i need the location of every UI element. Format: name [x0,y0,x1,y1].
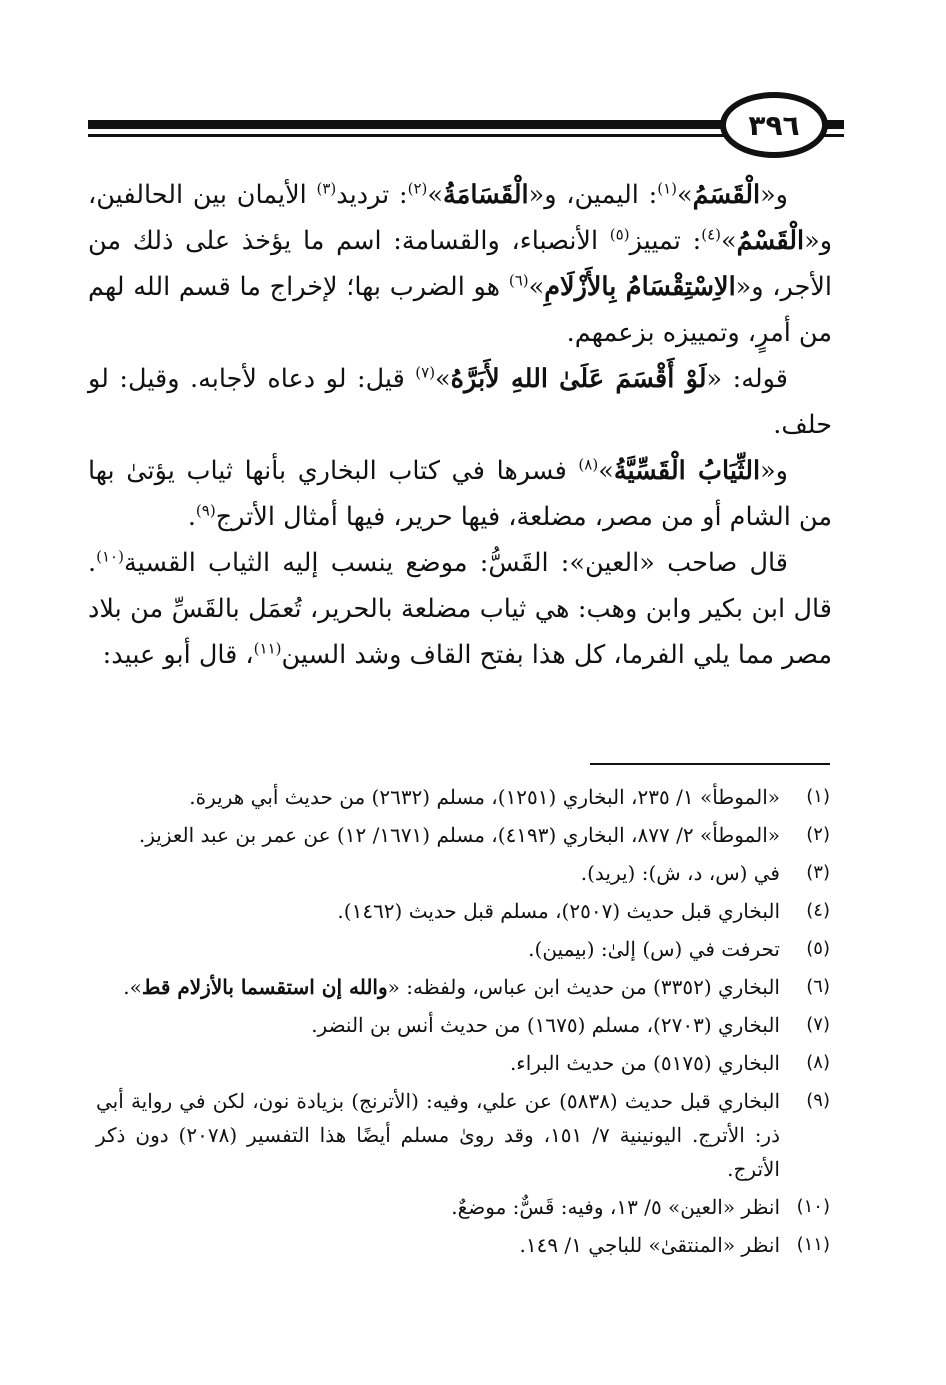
footnote-number: (١) [806,786,830,807]
footnote-ref: (١) [657,179,677,198]
main-text [88,172,832,678]
footnote-ref: (٧) [415,363,436,382]
footnote-number: (٩) [806,1090,830,1111]
term: الْقَسْمُ [736,226,805,256]
term: الاِسْتِقْسَامُ بِالأَزْلَامِ [544,272,736,302]
footnote-item [96,1046,830,1080]
footnote-item [96,856,830,890]
footnote-text: «الموطأ» ٢/ ٨٧٧، البخاري (٤١٩٣)، مسلم (١٦٧١/ ١٢) عن عمر بن عبد العزيز. [138,823,780,847]
page-number-oval [720,92,828,158]
footnote-text: تحرفت في (س) إلىٰ: (بيمين). [528,937,780,961]
footnote-number: (٤) [806,900,830,921]
text-run: قوله: « [706,364,789,394]
text-run: هو الضرب بها؛ لإخراج ما قسم الله لهم من أمرٍ، وتمييزه بزعمهم. [88,272,832,348]
footnote-number: (٧) [806,1014,830,1035]
footnote-number: (٣) [806,862,830,883]
text-run: . [187,502,196,532]
footnote-item [96,818,830,852]
text-run: : ترديد [336,180,408,210]
text-run: » [721,226,737,256]
footnote-item [96,1228,830,1262]
footnote-text: البخاري (٢٧٠٣)، مسلم (١٦٧٥) من حديث أنس بن النضر. [311,1013,780,1037]
footnote-ref: (٥) [609,225,630,244]
footnote-number: (٦) [806,976,830,997]
text-run: و« [760,180,788,210]
footnote-ref: (١١) [253,639,282,658]
text-run: . قال ابن بكير وابن وهب: هي ثياب مضلعة بالحرير، تُعمَل بالقَسِّ من بلاد مصر مما يلي الفرما، كل هذا بفتح القاف وشد السين [88,548,832,670]
footnote-text: البخاري (٥١٧٥) من حديث البراء. [509,1051,780,1075]
footnote-ref: (٢) [407,179,428,198]
text-run: قال صاحب «العين»: القَسُّ: موضع ينسب إليه الثياب القسية [123,548,788,578]
footnote-ref: (١٠) [96,547,124,566]
text-run: » [676,180,693,210]
footnote-item [96,1190,830,1224]
footnote-text: انظر «العين» ٥/ ١٣، وفيه: قَسٌّ: موضعٌ. [451,1195,780,1219]
footnote-number: (١١) [796,1234,830,1255]
text-run: و« [760,456,788,486]
text-run: فسرها في كتاب البخاري بأنها ثياب يؤتىٰ بها من الشام أو من مصر، مضلعة، فيها حرير، فيها أمثال الأترج [88,456,832,532]
footnote-item [96,970,830,1004]
footnote-number: (٢) [806,824,830,845]
text-run: » [435,364,451,394]
footnote-text: انظر «المنتقىٰ» للباجي ١/ ١٤٩. [519,1233,780,1257]
footnote-text: «الموطأ» ١/ ٢٣٥، البخاري (١٢٥١)، مسلم (٢٦٣٢) من حديث أبي هريرة. [189,785,780,809]
text-run: ، قال أبو عبيد: [102,640,254,670]
term: الْقَسَامَةُ [442,180,529,210]
footnote-item [96,1084,830,1186]
footnote-text: في (س، د، ش): (يريد). [580,861,780,885]
text-run: : اليمين، و« [528,180,658,210]
text-run: قيل: لو دعاه لأجابه. وقيل: لو حلف. [88,364,832,440]
text-run: » [528,272,545,302]
text-run: البخاري (٣٣٥٢) من حديث ابن عباس، ولفظه: « [387,975,780,999]
paragraph-3 [88,448,832,540]
footnote-separator [590,763,830,765]
footnote-ref: (٦) [508,271,529,290]
footnote-ref: (٤) [701,225,721,244]
footnote-number: (٨) [806,1052,830,1073]
footnote-text: البخاري قبل حديث (٢٥٠٧)، مسلم قبل حديث (١٤٦٢). [337,899,780,923]
text-run: الأيمان بين الحالفين، و« [88,180,833,256]
paragraph-1 [88,172,832,356]
footnote-number: (٥) [806,938,830,959]
footnotes [96,780,830,1266]
quoted-hadith: والله إن استقسما بالأزلام قط [141,975,388,999]
footnote-ref: (٨) [578,455,599,474]
paragraph-4 [88,540,832,678]
term: الثِّيَابُ الْقَسِّيَّةُ [613,456,761,486]
text-run: ». [123,975,142,999]
text-run: الأنصباء، والقسامة: اسم ما يؤخذ على ذلك من الأجر، و« [88,226,832,302]
footnote-ref: (٣) [316,179,337,198]
text-run: » [598,456,614,486]
footnote-item [96,780,830,814]
term: الْقَسَمُ [692,180,761,210]
footnote-item [96,932,830,966]
text-run: : تمييز [629,226,702,256]
text-run: » [427,180,443,210]
footnote-item [96,894,830,928]
footnote-text [96,970,780,1004]
footnote-text: البخاري قبل حديث (٥٨٣٨) عن علي، وفيه: (الأترنج) بزيادة نون، لكن في رواية أبي ذر: الأترج. اليونينية ٧/ ١٥١، وقد روىٰ مسلم أيضًا هذا التفسير (٢٠٧٨) دون ذكر الأترج. [96,1089,781,1181]
footnote-item [96,1008,830,1042]
page-number: ٣٩٦ [748,108,800,142]
page-header [88,92,844,168]
term: لَوْ أَقْسَمَ عَلَىٰ اللهِ لأَبَرَّهُ [450,364,707,394]
paragraph-2 [88,356,832,448]
footnote-number: (١٠) [796,1196,830,1217]
footnote-ref: (٩) [195,501,216,520]
